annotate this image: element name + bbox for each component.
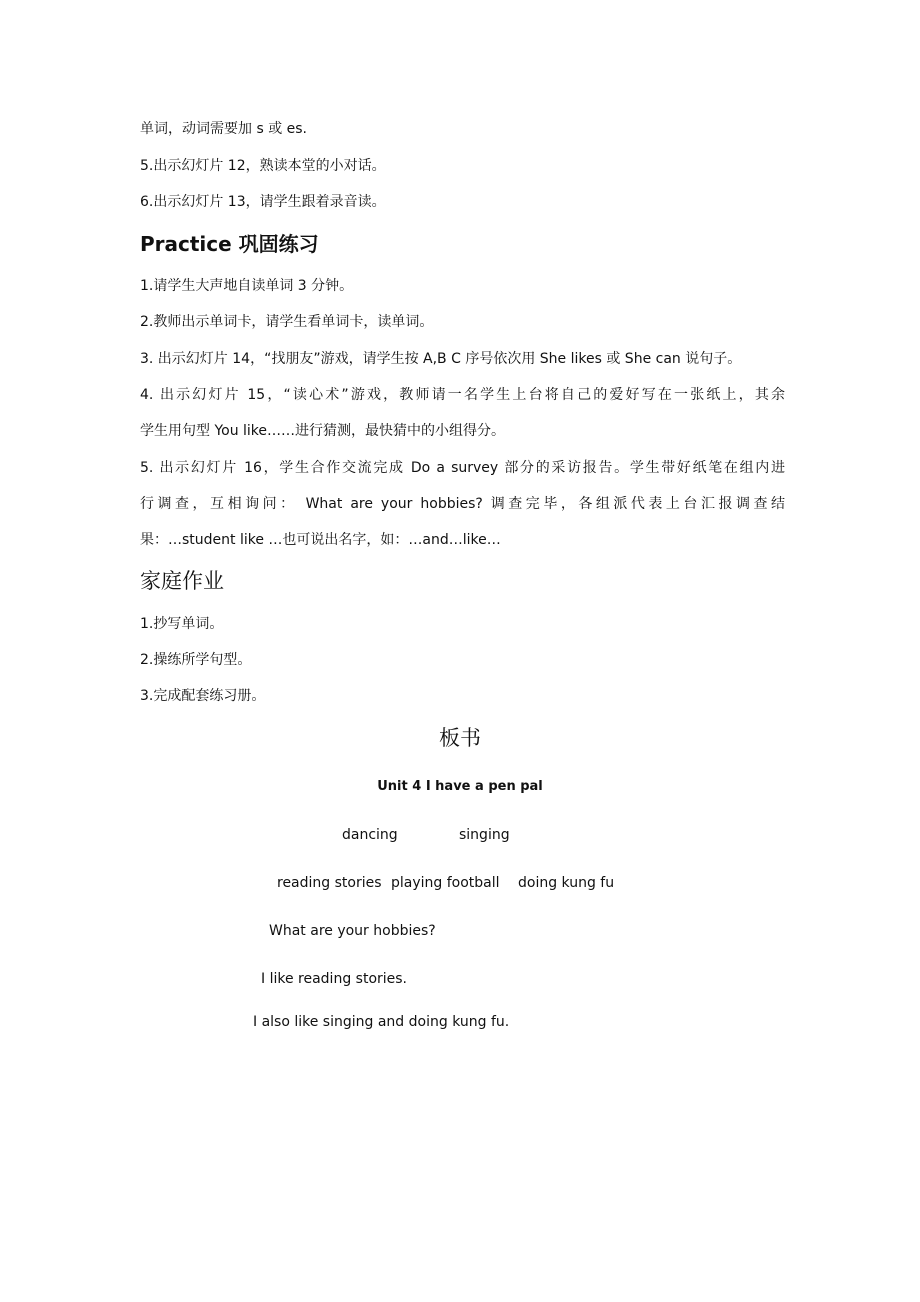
intro-step-6: 6.出示幻灯片 13，请学生跟着录音读。 bbox=[140, 194, 386, 210]
blackboard-heading: 板书 bbox=[439, 726, 481, 750]
board-word-playing-football: playing football bbox=[391, 875, 500, 891]
intro-step-5: 5.出示幻灯片 12，熟读本堂的小对话。 bbox=[140, 158, 386, 174]
homework-heading: 家庭作业 bbox=[140, 569, 224, 593]
board-question: What are your hobbies? bbox=[269, 923, 436, 939]
practice-item-4-line-2: 学生用句型 You like……进行猜测，最快猜中的小组得分。 bbox=[140, 423, 506, 439]
board-word-singing: singing bbox=[459, 827, 510, 843]
homework-item-2: 2.操练所学句型。 bbox=[140, 652, 252, 668]
board-answer-1: I like reading stories. bbox=[261, 971, 408, 987]
board-word-reading-stories: reading stories bbox=[277, 875, 382, 891]
practice-item-5-line-3: 果：…student like …也可说出名字，如：…and…like… bbox=[140, 532, 501, 548]
practice-item-4-line-1: 4. 出示幻灯片 15，“读心术”游戏，教师请一名学生上台将自己的爱好写在一张纸上，其余 bbox=[140, 387, 785, 403]
practice-item-3: 3. 出示幻灯片 14，“找朋友”游戏，请学生按 A,B C 序号依次用 She likes 或 She can 说句子。 bbox=[140, 351, 742, 367]
homework-item-1: 1.抄写单词。 bbox=[140, 616, 224, 632]
intro-continuation-text: 单词，动词需要加 s 或 es. bbox=[140, 121, 308, 137]
board-answer-2: I also like singing and doing kung fu. bbox=[253, 1014, 510, 1030]
blackboard-unit-title: Unit 4 I have a pen pal bbox=[377, 779, 543, 794]
practice-heading: Practice 巩固练习 bbox=[140, 232, 319, 256]
practice-item-5-line-2: 行调查，互相询问： What are your hobbies? 调查完毕，各组派代表上台汇报调查结 bbox=[140, 496, 785, 512]
board-word-doing-kung-fu: doing kung fu bbox=[518, 875, 615, 891]
board-word-dancing: dancing bbox=[342, 827, 398, 843]
practice-item-1: 1.请学生大声地自读单词 3 分钟。 bbox=[140, 278, 354, 294]
practice-item-5-line-1: 5. 出示幻灯片 16，学生合作交流完成 Do a survey 部分的采访报告。学生带好纸笔在组内进 bbox=[140, 460, 785, 476]
practice-item-2: 2.教师出示单词卡，请学生看单词卡，读单词。 bbox=[140, 314, 434, 330]
homework-item-3: 3.完成配套练习册。 bbox=[140, 688, 266, 704]
